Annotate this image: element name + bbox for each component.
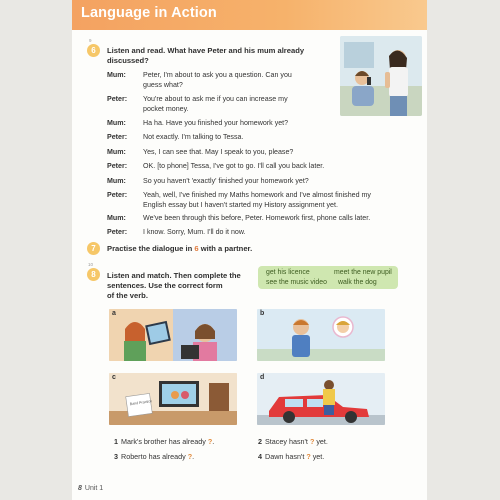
exercise-badge: 8 — [87, 268, 100, 281]
sentence-end: . — [212, 437, 215, 446]
section-title: Language in Action — [81, 5, 217, 21]
track-number: 9 — [89, 38, 92, 43]
scene-d — [257, 373, 385, 425]
instruction-line: sentences. Use the correct form — [107, 281, 223, 290]
video-call-illustration — [109, 309, 237, 361]
sentence-text: Stacey hasn't — [265, 437, 308, 446]
text-line: Peter, I'm about to ask you a question. Can you — [143, 71, 292, 79]
speaker: Peter: — [107, 95, 128, 103]
text-line: English essay but I haven't started my History assignment yet. — [143, 200, 338, 209]
speaker: Peter: — [107, 191, 128, 199]
scene-label: b — [260, 310, 265, 317]
exercise-badge: 7 — [87, 242, 100, 255]
dialogue-text — [143, 228, 383, 238]
word-option: meet the new pupil — [334, 269, 392, 276]
dialogue-text — [143, 95, 383, 114]
dialogue-text — [143, 148, 383, 158]
sentence-end: yet. — [310, 452, 325, 461]
exercise-reference: 6 — [194, 244, 199, 253]
answer-blank[interactable]: ? — [309, 437, 315, 446]
sentence-text: Dawn hasn't — [265, 452, 305, 461]
word-box — [258, 266, 398, 289]
band-practice-sign-text: Band Practice — [129, 399, 153, 407]
dialogue-text — [143, 71, 383, 90]
page-number: 8 — [78, 485, 82, 492]
sentence-number: 4 — [258, 452, 262, 461]
sentence-3 — [114, 452, 194, 461]
sentence-end: . — [192, 452, 195, 461]
instruction-line: Listen and match. Then complete the — [107, 271, 241, 280]
track-number: 10 — [88, 262, 94, 267]
unit-label: Unit 1 — [84, 485, 104, 492]
instruction-line: discussed? — [107, 56, 149, 65]
scene-label: d — [260, 374, 265, 381]
dialogue-text — [143, 133, 383, 143]
speaker: Peter: — [107, 228, 128, 236]
scene-b — [257, 309, 385, 361]
sentence-1 — [114, 437, 214, 446]
dialogue-text — [143, 119, 383, 129]
sentence-number: 3 — [114, 452, 118, 461]
dialogue-text — [143, 177, 383, 187]
boy-with-car-illustration — [257, 373, 385, 425]
text-line: Yeah, well, I've finished my Maths homework and I've almost finished my — [143, 191, 371, 199]
exercise-instruction — [107, 46, 304, 66]
text-line: I know. Sorry, Mum. I'll do it now. — [143, 228, 246, 236]
word-option: walk the dog — [338, 279, 377, 286]
section-banner — [72, 0, 427, 30]
sentence-text: Roberto has already — [121, 452, 186, 461]
answer-blank[interactable]: ? — [187, 452, 193, 461]
speaker: Mum: — [107, 148, 126, 156]
sentence-2 — [258, 437, 328, 446]
sentence-number: 1 — [114, 437, 118, 446]
text-line: Not exactly. I'm talking to Tessa. — [143, 133, 244, 141]
sentence-end: yet. — [314, 437, 328, 446]
speaker: Peter: — [107, 133, 128, 141]
exercise-instruction — [107, 271, 241, 301]
sentence-number: 2 — [258, 437, 262, 446]
page-footer — [78, 485, 103, 492]
text-line: We've been through this before, Peter. Homework first, phone calls later. — [143, 214, 371, 222]
scene-a — [109, 309, 237, 361]
scene-label: a — [112, 310, 116, 317]
text-line: guess what? — [143, 80, 183, 89]
word-option: get his licence — [266, 269, 310, 276]
answer-blank[interactable]: ? — [306, 452, 311, 461]
text-line: Ha ha. Have you finished your homework yet? — [143, 119, 289, 127]
speaker: Mum: — [107, 177, 126, 185]
speaker: Mum: — [107, 119, 126, 127]
text-line: So you haven't 'exactly' finished your homework yet? — [143, 177, 309, 185]
text-line: You're about to ask me if you can increase my — [143, 95, 288, 103]
room-with-tv-illustration — [109, 373, 237, 425]
speaker: Mum: — [107, 71, 126, 79]
text-line: Yes, I can see that. May I speak to you, please? — [143, 148, 294, 156]
instruction-text: Practise the dialogue in — [107, 244, 195, 253]
dialogue-text — [143, 191, 395, 210]
dialogue-text — [143, 214, 395, 224]
boy-thinking-illustration — [257, 309, 385, 361]
scene-label: c — [112, 374, 116, 381]
instruction-line: of the verb. — [107, 291, 148, 300]
exercise-badge: 6 — [87, 44, 100, 57]
scene-c — [109, 373, 237, 425]
word-option: see the music video — [266, 279, 327, 286]
sentence-text: Mark's brother has already — [121, 437, 206, 446]
answer-blank[interactable]: ? — [207, 437, 213, 446]
textbook-page — [72, 0, 427, 500]
text-line: OK. [to phone] Tessa, I've got to go. I'll call you back later. — [143, 162, 325, 170]
dialogue-text — [143, 162, 383, 172]
speaker: Mum: — [107, 214, 126, 222]
instruction-line: Listen and read. What have Peter and his mum already — [107, 46, 305, 55]
text-line: pocket money. — [143, 104, 189, 113]
exercise-instruction — [107, 244, 252, 254]
speaker: Peter: — [107, 162, 128, 170]
sentence-4 — [258, 452, 324, 461]
instruction-text: with a partner. — [198, 244, 253, 253]
